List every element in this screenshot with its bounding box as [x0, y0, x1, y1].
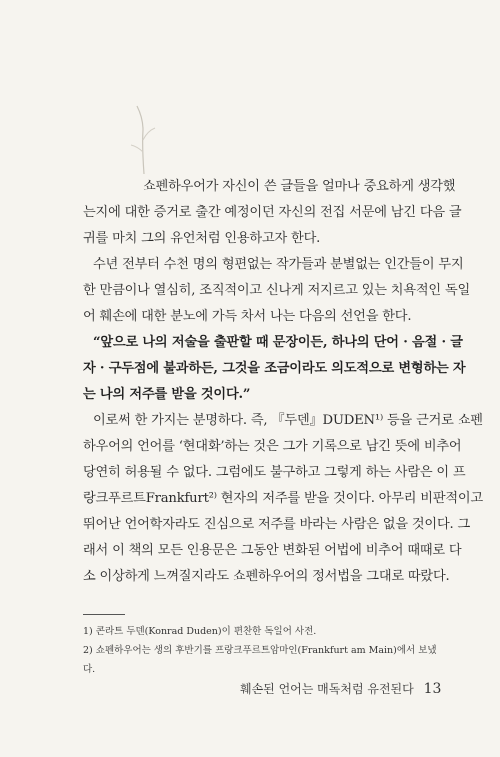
body-line: 한 만큼이나 열심히, 조직적이고 신나게 저지르고 있는 치욕적인 독일: [83, 283, 471, 298]
quote-line: 는 나의 저주를 받을 것이다.”: [83, 387, 251, 402]
body-line: 어 훼손에 대한 분노에 가득 차서 나는 다음의 선언을 한다.: [83, 309, 412, 324]
body-line: 는지에 대한 증거로 출간 예정이던 자신의 전집 서문에 남긴 다음 글: [83, 205, 462, 220]
body-line: 하우어의 언어를 ‘현대화’하는 것은 그가 기록으로 남긴 뜻에 비추어: [83, 439, 462, 454]
page-number: 13: [423, 681, 442, 697]
body-line: 쇼펜하우어가 자신이 쓴 글들을 얼마나 중요하게 생각했: [143, 179, 456, 194]
running-title: 훼손된 언어는 매독처럼 유전된다: [240, 682, 414, 696]
body-line: 이로써 한 가지는 분명하다. 즉, 『두덴』DUDEN¹⁾ 등을 근거로 쇼펜: [93, 413, 483, 428]
sprout-illustration: [128, 100, 158, 175]
body-line: 래서 이 책의 모든 인용문은 그동안 변화된 어법에 비추어 때때로 다: [83, 543, 462, 558]
footnote-2: 2) 쇼펜하우어는 생의 후반기를 프랑크푸르트암마인(Frankfurt am Main)에서 보냈다.: [83, 645, 437, 675]
body-line: 당연히 허용될 수 없다. 그럼에도 불구하고 그렇게 하는 사람은 이 프: [83, 465, 466, 480]
page-footer: [240, 680, 440, 697]
body-line: 수년 전부터 수천 명의 형편없는 작가들과 분별없는 인간들이 무지: [93, 257, 464, 272]
body-text: [83, 174, 483, 590]
body-line: 소 이상하게 느껴질지라도 쇼펜하우어의 정서법을 그대로 따랐다.: [83, 569, 450, 584]
footnotes: [83, 622, 443, 679]
quote-line: 자 · 구두점에 불과하든, 그것을 조금이라도 의도적으로 변형하는 자: [83, 361, 466, 376]
footnote-1: 1) 콘라트 두덴(Konrad Duden)이 편찬한 독일어 사전.: [83, 626, 317, 637]
body-line: 랑크푸르트Frankfurt²⁾ 현자의 저주를 받을 것이다. 아무리 비판적이고: [83, 491, 483, 506]
body-line: 뛰어난 언어학자라도 진심으로 저주를 바라는 사람은 없을 것이다. 그: [83, 517, 471, 532]
body-line: 귀를 마치 그의 유언처럼 인용하고자 한다.: [83, 231, 321, 246]
quote-line: “앞으로 나의 저술을 출판할 때 문장이든, 하나의 단어 · 음절 · 글: [93, 335, 463, 350]
footnote-divider: [83, 614, 125, 615]
